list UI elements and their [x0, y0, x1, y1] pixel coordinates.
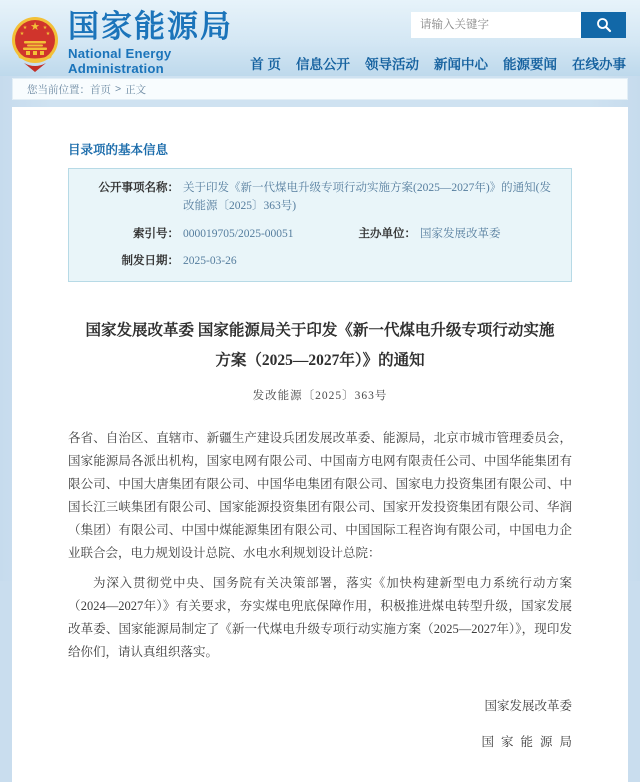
site-logo[interactable] [10, 8, 250, 76]
info-index-label: 索引号： [133, 227, 179, 240]
nav-item-leadership[interactable]: 领导活动 [365, 57, 419, 72]
header-right [250, 8, 626, 73]
info-row-date [83, 252, 557, 270]
search-button[interactable] [581, 12, 626, 38]
info-row-index-org [83, 225, 557, 243]
brand-text [68, 10, 250, 76]
content-panel [12, 107, 628, 782]
signature-nea: 国家能源局 [481, 735, 579, 749]
info-row-name [83, 179, 557, 216]
nav-item-home[interactable]: 首 页 [250, 57, 281, 72]
document-paragraph-recipients: 各省、自治区、直辖市、新疆生产建设兵团发展改革委、能源局，北京市城市管理委员会，国家能源局各派出机构，国家电网有限公司、中国南方电网有限责任公司、中国华能集团有限公司、中国大唐集团有限公司、中国华电集团有限公司、国家电力投资集团有限公司、中国长江三峡集团有限公司、国家能源投资集团有限公司、国家开发投资集团有限公司、华润（集团）有限公司、中国中煤能源集团有限公司、中国国际工程咨询有限公司，中国电力企业联合会，电力规划设计总院、水电水利规划设计总院： [68, 431, 572, 560]
info-name-label: 公开事项名称： [98, 182, 179, 194]
search-input[interactable] [411, 12, 581, 38]
document-title: 国家发展改革委 国家能源局关于印发《新一代煤电升级专项行动实施方案（2025—2027年）》的通知 [85, 321, 555, 369]
svg-text:★: ★ [19, 31, 25, 38]
breadcrumb [12, 78, 628, 100]
nav-item-info-disclosure[interactable]: 信息公开 [296, 57, 350, 72]
document-paragraph-body: 为深入贯彻党中央、国务院有关决策部署，落实《加快构建新型电力系统行动方案（2024—2027年）》有关要求，夯实煤电兜底保障作用，积极推进煤电转型升级，国家发展改革委、国家能源局制定了《新一代煤电升级专项行动实施方案（2025—2027年）》，现印发给你们，请认真组织落实。 [68, 576, 572, 659]
info-date-label: 制发日期： [121, 255, 179, 268]
info-section-heading: 目录项的基本信息 [68, 143, 169, 157]
site-header [0, 0, 640, 76]
org-name-en: National Energy Administration [68, 46, 172, 77]
main-nav [250, 53, 626, 73]
document-number: 发改能源〔2025〕363号 [252, 390, 388, 402]
nav-item-energy-news[interactable]: 能源要闻 [503, 57, 557, 72]
signature-ndrc: 国家发展改革委 [484, 699, 572, 713]
national-emblem-icon [10, 14, 60, 72]
breadcrumb-home-link[interactable]: 首页 [90, 83, 111, 96]
info-name-value: 关于印发《新一代煤电升级专项行动实施方案(2025—2027年)》的通知(发改能源〔2025〕363号) [183, 182, 551, 213]
search-icon [596, 17, 612, 33]
nav-item-news-center[interactable]: 新闻中心 [434, 57, 488, 72]
info-date-value: 2025-03-26 [183, 255, 237, 268]
search-bar [411, 12, 626, 38]
info-box [68, 168, 572, 282]
svg-text:★: ★ [30, 21, 40, 34]
info-index-value: 000019705/2025-00051 [183, 227, 294, 240]
info-col-index [83, 225, 320, 243]
info-col-org [320, 225, 557, 243]
svg-text:★: ★ [22, 25, 28, 32]
info-org-value: 国家发展改革委 [420, 227, 501, 240]
info-org-label: 主办单位： [358, 227, 416, 240]
nav-item-online-services[interactable]: 在线办事 [572, 57, 626, 72]
breadcrumb-separator: > [115, 83, 122, 95]
svg-text:★: ★ [45, 31, 51, 38]
signature-block [68, 696, 579, 752]
breadcrumb-current: 正文 [125, 83, 147, 96]
breadcrumb-prefix: 您当前位置： [27, 83, 90, 96]
org-name-cn: 国家能源局 [68, 9, 233, 44]
svg-text:★: ★ [42, 25, 48, 32]
